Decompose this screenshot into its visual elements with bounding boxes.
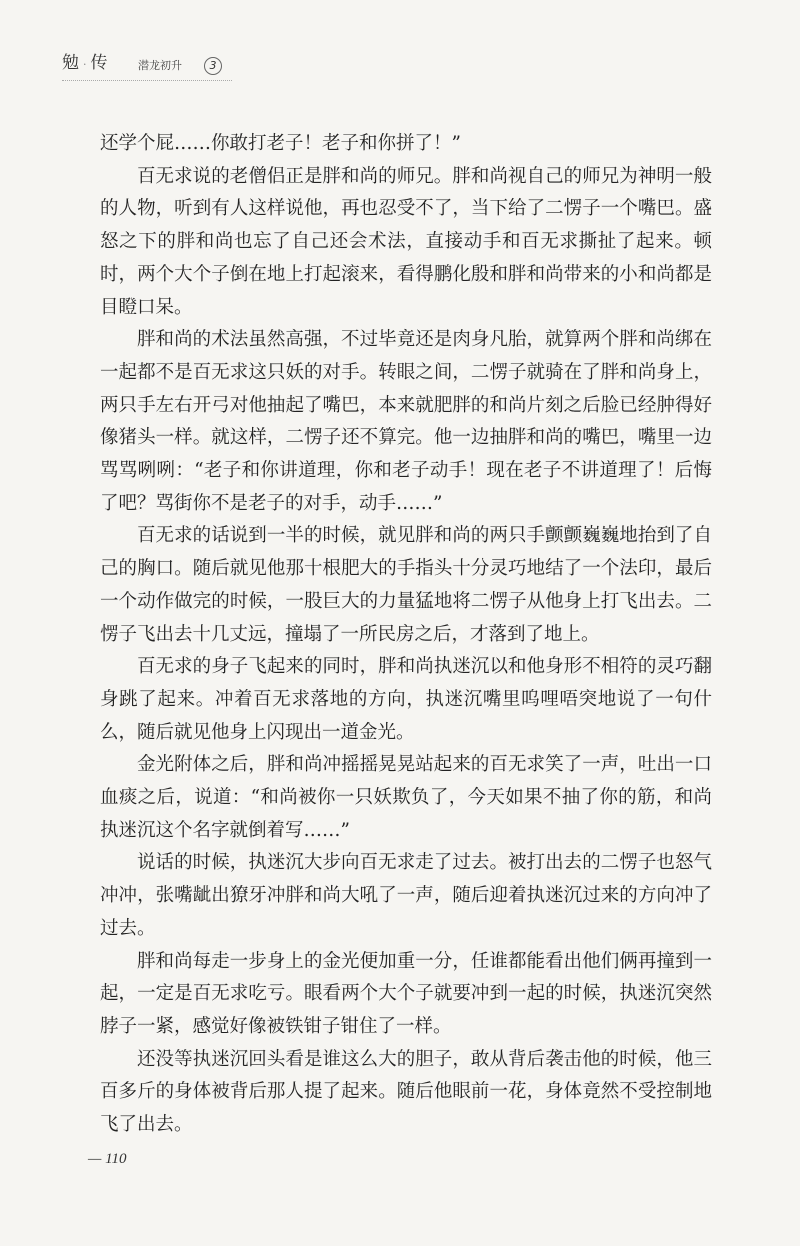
paragraph: 百无求说的老僧侣正是胖和尚的师兄。胖和尚视自己的师兄为神明一般的人物，听到有人这样说他，再也忍受不了，当下给了二愣子一个嘴巴。盛怒之下的胖和尚也忘了自己还会术法，直接动手和百无求撕扯了起来。顿时，两个大个子倒在地上打起滚来，看得鹏化殷和胖和尚带来的小和尚都是目瞪口呆。 [100, 165, 712, 318]
header-rule [62, 80, 232, 81]
book-title-second-char: 传 [90, 53, 110, 73]
book-title [62, 48, 110, 73]
book-subtitle: 潜龙初升 [138, 59, 182, 72]
paragraph: 胖和尚的术法虽然高强，不过毕竟还是肉身凡胎，就算两个胖和尚绑在一起都不是百无求这只妖的对手。转眼之间，二愣子就骑在了胖和尚身上，两只手左右开弓对他抽起了嘴巴，本来就肥胖的和尚片刻之后脸已经肿得好像猪头一样。就这样，二愣子还不算完。他一边抽胖和尚的嘴巴，嘴里一边骂骂咧咧：“老子和你讲道理，你和老子动手！现在老子不讲道理了！后悔了吧？骂街你不是老子的对手，动手……” [100, 329, 712, 514]
paragraph: 胖和尚每走一步身上的金光便加重一分，任谁都能看出他们俩再撞到一起，一定是百无求吃亏。眼看两个大个子就要冲到一起的时候，执迷沉突然脖子一紧，感觉好像被铁钳子钳住了一样。 [100, 950, 712, 1037]
paragraph: 百无求的话说到一半的时候，就见胖和尚的两只手颤颤巍巍地抬到了自己的胸口。随后就见他那十根肥大的手指头十分灵巧地结了一个法印，最后一个动作做完的时候，一股巨大的力量猛地将二愣子从他身上打飞出去。二愣子飞出去十几丈远，撞塌了一所民房之后，才落到了地上。 [100, 525, 712, 645]
body-text [100, 128, 712, 1142]
paragraph: 百无求的身子飞起来的同时，胖和尚执迷沉以和他身形不相符的灵巧翻身跳了起来。冲着百无求落地的方向，执迷沉嘴里呜哩唔突地说了一句什么，随后就见他身上闪现出一道金光。 [100, 656, 712, 743]
paragraph-continuation: 还学个屁……你敢打老子！老子和你拼了！” [100, 133, 461, 154]
paragraph: 还没等执迷沉回头看是谁这么大的胆子，敢从背后袭击他的时候，他三百多斤的身体被背后那人提了起来。随后他眼前一花，身体竟然不受控制地飞了出去。 [100, 1048, 712, 1136]
page-number: — 110 [88, 1151, 127, 1167]
volume-number-badge: 3 [204, 57, 222, 75]
book-title-first-char: 勉 [62, 53, 81, 73]
book-title-separator: · [83, 58, 89, 71]
running-header [62, 44, 262, 90]
paragraph: 说话的时候，执迷沉大步向百无求走了过去。被打出去的二愣子也怒气冲冲，张嘴龇出獠牙冲胖和尚大吼了一声，随后迎着执迷沉过来的方向冲了过去。 [100, 852, 712, 939]
paragraph: 金光附体之后，胖和尚冲摇摇晃晃站起来的百无求笑了一声，吐出一口血痰之后，说道：“和尚被你一只妖欺负了，今天如果不抽了你的筋，和尚执迷沉这个名字就倒着写……” [100, 754, 712, 841]
